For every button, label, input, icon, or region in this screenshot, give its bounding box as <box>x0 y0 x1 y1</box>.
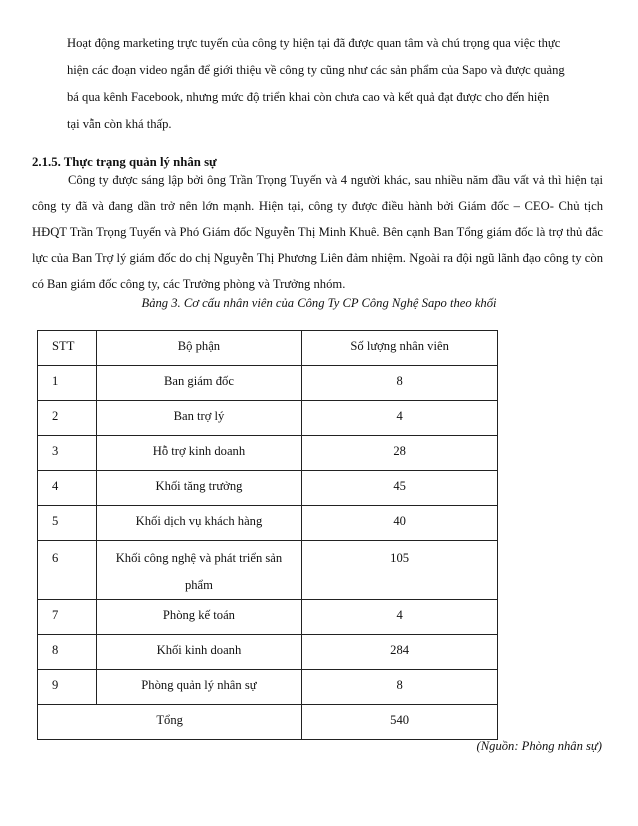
table-row <box>38 401 498 436</box>
cell-count: 4 <box>302 401 498 436</box>
cell-stt: 4 <box>38 471 97 506</box>
table-caption: Bảng 3. Cơ cấu nhân viên của Công Ty CP Công Nghệ Sapo theo khối <box>141 296 497 310</box>
source-note: (Nguồn: Phòng nhân sự) <box>476 739 602 753</box>
staff-table <box>37 330 498 740</box>
cell-department: Khối công nghệ và phát triển sản phẩm <box>96 541 302 600</box>
cell-count: 45 <box>302 471 498 506</box>
section-heading: 2.1.5. Thực trạng quản lý nhân sự <box>32 155 217 169</box>
cell-stt: 1 <box>38 366 97 401</box>
cell-department: Phòng kế toán <box>96 600 302 635</box>
cell-count: 8 <box>302 366 498 401</box>
cell-count: 28 <box>302 436 498 471</box>
intro-line: Hoạt động marketing trực tuyến của công ty hiện tại đã được quan tâm và chú trọng qua việc thực <box>67 36 561 50</box>
cell-department: Phòng quản lý nhân sự <box>96 670 302 705</box>
cell-count: 105 <box>302 541 498 600</box>
table-row <box>38 635 498 670</box>
header-stt: STT <box>38 331 97 366</box>
table-row <box>38 541 498 600</box>
cell-count: 40 <box>302 506 498 541</box>
table-row <box>38 366 498 401</box>
cell-stt: 7 <box>38 600 97 635</box>
table-row <box>38 506 498 541</box>
intro-line: bá qua kênh Facebook, nhưng mức độ triển khai còn chưa cao và kết quả đạt được cho đến hiện <box>67 90 550 104</box>
cell-department: Ban giám đốc <box>96 366 302 401</box>
table-row <box>38 670 498 705</box>
intro-paragraph <box>67 30 603 138</box>
table-total-row <box>38 705 498 740</box>
cell-count: 8 <box>302 670 498 705</box>
cell-total-count: 540 <box>302 705 498 740</box>
cell-stt: 5 <box>38 506 97 541</box>
header-department: Bộ phận <box>96 331 302 366</box>
cell-stt: 9 <box>38 670 97 705</box>
table-row <box>38 436 498 471</box>
table-row <box>38 471 498 506</box>
cell-count: 4 <box>302 600 498 635</box>
cell-count: 284 <box>302 635 498 670</box>
table-header-row <box>38 331 498 366</box>
table-row <box>38 600 498 635</box>
cell-stt: 2 <box>38 401 97 436</box>
cell-stt: 3 <box>38 436 97 471</box>
cell-department: Khối dịch vụ khách hàng <box>96 506 302 541</box>
intro-line: tại vẫn còn khá thấp. <box>67 117 172 131</box>
cell-department: Khối tăng trưởng <box>96 471 302 506</box>
cell-department: Khối kinh doanh <box>96 635 302 670</box>
cell-total-label: Tổng <box>38 705 302 740</box>
header-staff-count: Số lượng nhân viên <box>302 331 498 366</box>
intro-line: hiện các đoạn video ngắn để giới thiệu về công ty cũng như các sản phẩm của Sapo và được quảng <box>67 63 565 77</box>
cell-stt: 6 <box>38 541 97 600</box>
cell-department: Ban trợ lý <box>96 401 302 436</box>
section-body-paragraph: Công ty được sáng lập bởi ông Trần Trọng Tuyến và 4 người khác, sau nhiều năm đầu vất vả thì hiện tại công ty đã và đang dần trở nên lớn mạnh. Hiện tại, công ty được điều hành bởi Giám đốc – CEO- Chủ tịch HĐQT Trần Trọng Tuyến và Phó Giám đốc Nguyễn Thị Minh Khuê. Bên cạnh Ban Tổng giám đốc là trợ thủ đắc lực của Ban Trợ lý giám đốc do chị Nguyễn Thị Phương Liên đảm nhiệm. Ngoài ra đội ngũ lãnh đạo công ty còn có Ban giám đốc công ty, các Trưởng phòng và Trưởng nhóm. <box>32 173 603 291</box>
cell-department: Hỗ trợ kinh doanh <box>96 436 302 471</box>
cell-stt: 8 <box>38 635 97 670</box>
